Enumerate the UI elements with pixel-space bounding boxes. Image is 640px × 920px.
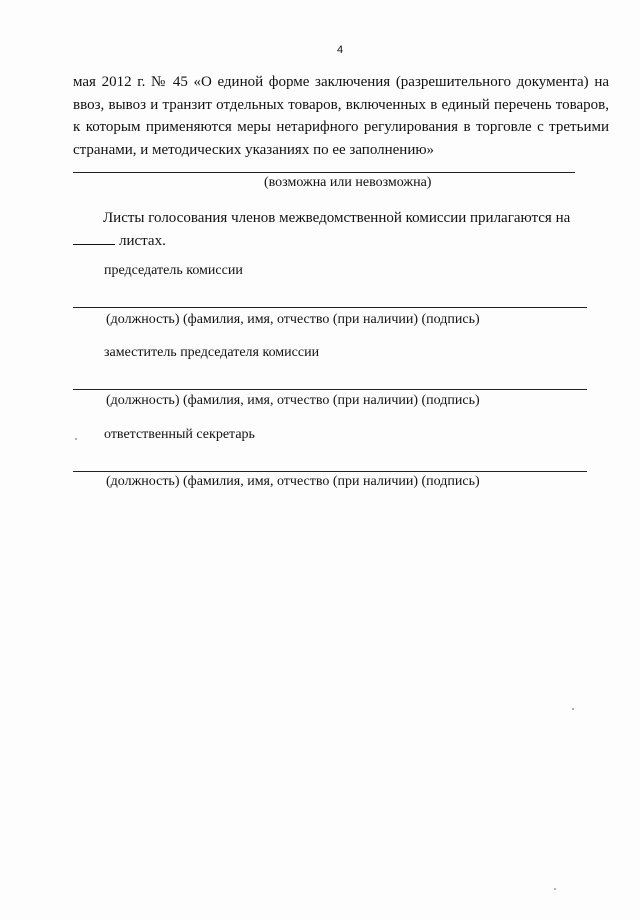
signature-caption-chairman: (должность) (фамилия, имя, отчество (при наличии) (подпись) bbox=[106, 312, 480, 327]
scan-speck bbox=[572, 708, 574, 710]
scan-speck bbox=[75, 438, 77, 440]
sheet-count-blank bbox=[73, 230, 115, 245]
scan-speck bbox=[554, 888, 556, 890]
signature-line-chairman bbox=[73, 307, 587, 308]
signatory-role-secretary: ответственный секретарь bbox=[104, 427, 255, 442]
signature-line-deputy-chairman bbox=[73, 389, 587, 390]
voting-sheets-text: Листы голосования членов межведомственной комиссии прилагаются на bbox=[103, 210, 571, 226]
signatory-role-deputy-chairman: заместитель председателя комиссии bbox=[104, 345, 320, 360]
signature-line-secretary bbox=[73, 471, 587, 472]
signature-caption-deputy-chairman: (должность) (фамилия, имя, отчество (при наличии) (подпись) bbox=[106, 393, 480, 408]
resolution-reference-paragraph: мая 2012 г. № 45 «О единой форме заключения (разрешительного документа) на ввоз, вывоз и транзит отдельных товаров, включенных в единый перечень товаров, к которым применяются меры нетарифного регулирования в торговле с третьими странами, и методических указаниях по ее заполнению» bbox=[73, 74, 609, 158]
signature-caption-secretary: (должность) (фамилия, имя, отчество (при наличии) (подпись) bbox=[106, 474, 480, 489]
page-number: 4 bbox=[336, 44, 344, 56]
voting-sheets-paragraph bbox=[73, 207, 609, 252]
possibility-caption: (возможна или невозможна) bbox=[264, 175, 432, 190]
conclusion-blank-line bbox=[73, 172, 575, 173]
voting-sheets-unit: листах. bbox=[119, 232, 166, 249]
signatory-role-chairman: председатель комиссии bbox=[104, 263, 243, 278]
